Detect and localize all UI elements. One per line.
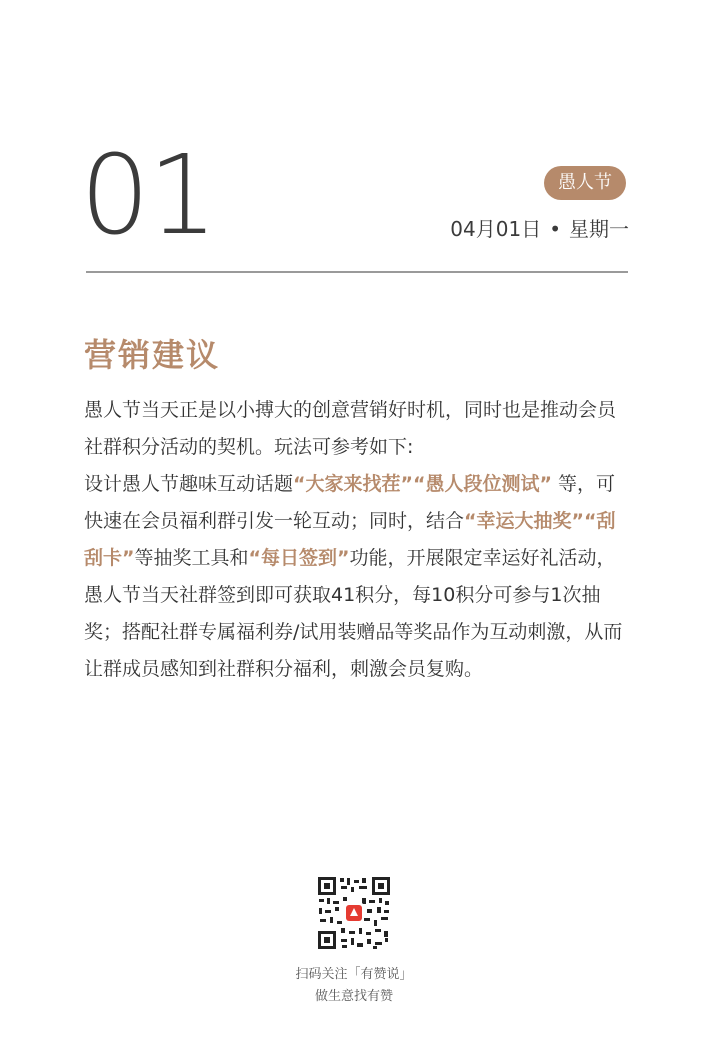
highlight-topic-2: “愚人段位测试” [413, 473, 552, 495]
day-number: 01 [80, 131, 216, 259]
qr-caption [254, 964, 454, 1008]
body-paragraph-1: 愚人节当天正是以小搏大的创意营销好时机，同时也是推动会员社群积分活动的契机。玩法可参考如下: [84, 399, 617, 458]
header-divider [86, 271, 628, 273]
qr-caption-line-2: 做生意找有赞 [314, 989, 393, 1004]
qr-caption-line-1: 扫码关注「有赞说」 [295, 967, 413, 982]
body-p2-d: 功能，开展限定幸运好礼活动，愚人节当天社群签到即可获取41积分，每10积分可参与1次抽奖；搭配社群专属福利券/试用装赠品等奖品作为互动刺激，从而让群成员感知到社群积分福利，刺激会员复购。 [84, 547, 623, 680]
date-separator: • [549, 217, 561, 241]
date-line [450, 213, 629, 242]
date-month-day: 04月01日 [450, 217, 542, 241]
body-text [84, 392, 629, 688]
body-paragraph-2 [84, 466, 629, 688]
qr-code-icon[interactable] [317, 876, 391, 950]
body-p2-a: 设计愚人节趣味互动话题 [84, 473, 294, 495]
section-title: 营销建议 [84, 336, 221, 374]
date-weekday: 星期一 [569, 217, 629, 241]
highlight-checkin: “每日签到” [248, 547, 350, 569]
highlight-tool-2: “刮刮卡” [84, 510, 616, 569]
body-p2-c: 等抽奖工具和 [134, 547, 249, 569]
body-p2-b: 等，可快速在会员福利群引发一轮互动；同时，结合 [84, 473, 616, 532]
holiday-badge: 愚人节 [544, 166, 626, 200]
highlight-topic-1: “大家来找茬” [293, 473, 413, 495]
highlight-tool-1: “幸运大抽奖” [464, 510, 584, 532]
